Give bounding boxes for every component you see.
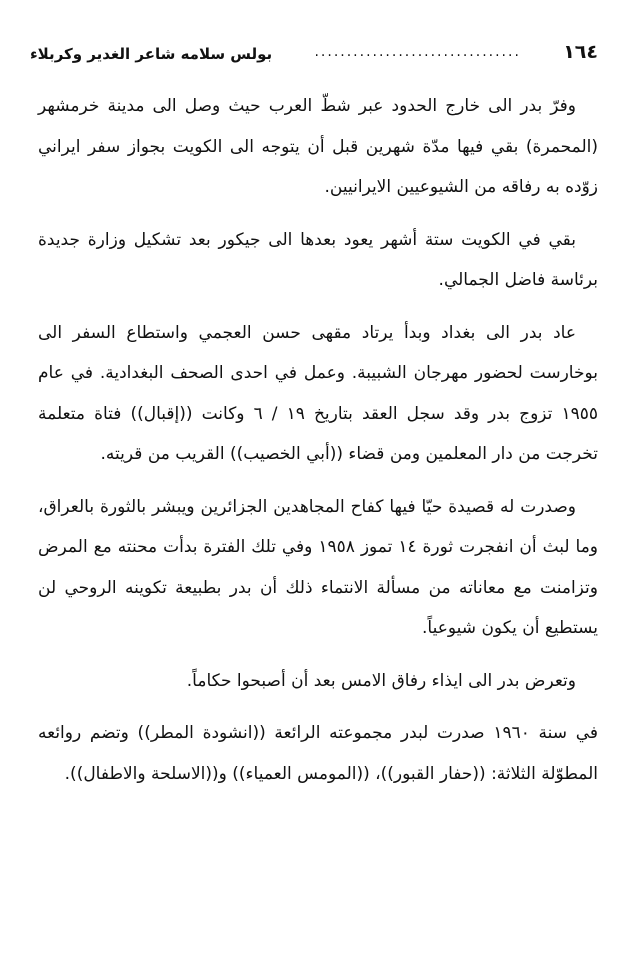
page-header xyxy=(30,32,598,62)
paragraph-rain-song-collection: في سنة ١٩٦٠ صدرت لبدر مجموعته الرائعة ((انشودة المطر)) وتضم روائعه المطوّلة الثلاثة: ((حفار القبور))، ((المومس العمياء)) و((الاسلحة والاطفال)). xyxy=(38,723,599,784)
page-number: ١٦٤ xyxy=(563,41,598,63)
paragraph-algeria-poem: وصدرت له قصيدة حيّا فيها كفاح المجاهدين الجزائرين ويبشر بالثورة بالعراق، وما لبث أن انفجرت ثورة ١٤ تموز ١٩٥٨ وفي تلك الفترة بدأت محنته مع المرض وتزامنت مع معاناته من مسألة الانتماء ذلك أن بدر بطبيعة تكوينه الروحي لن يستطيع أن يكون شيوعياً. xyxy=(38,496,599,638)
running-title: بولس سلامه شاعر الغدير وكربلاء xyxy=(30,45,273,63)
paragraph-return-to-baghdad: عاد بدر الى بغداد وبدأ يرتاد مقهى حسن العجمي واستطاع السفر الى بوخارست لحضور مهرجان الشبيبة. وعمل في احدى الصحف البغدادية. في عام ١٩٥٥ تزوج بدر وقد سجل العقد بتاريخ ١٩ / ٦ وكانت ((إقبال)) فتاة متعلمة تخرجت من دار المعلمين ومن قضاء ((أبي الخصيب)) القريب من قريته. xyxy=(38,322,598,464)
paragraph-escape-to-kuwait: وفرّ بدر الى خارج الحدود عبر شطّ العرب حيث وصل الى مدينة خرمشهر (المحمرة) بقي فيها مدّة شهرين قبل أن يتوجه الى الكويت بجواز سفر ايراني زوّده به رفاقه من الشيوعيين الايرانيين. xyxy=(38,96,598,197)
body-text xyxy=(38,86,598,806)
paragraph-stay-in-kuwait: بقي في الكويت ستة أشهر يعود بعدها الى جيكور بعد تشكيل وزارة جديدة برئاسة فاضل الجمالي. xyxy=(38,229,598,290)
paragraph-former-comrades: وتعرض بدر الى ايذاء رفاق الامس بعد أن أصبحوا حكاماً. xyxy=(186,670,576,691)
dotted-leader: ................................ xyxy=(314,45,521,59)
